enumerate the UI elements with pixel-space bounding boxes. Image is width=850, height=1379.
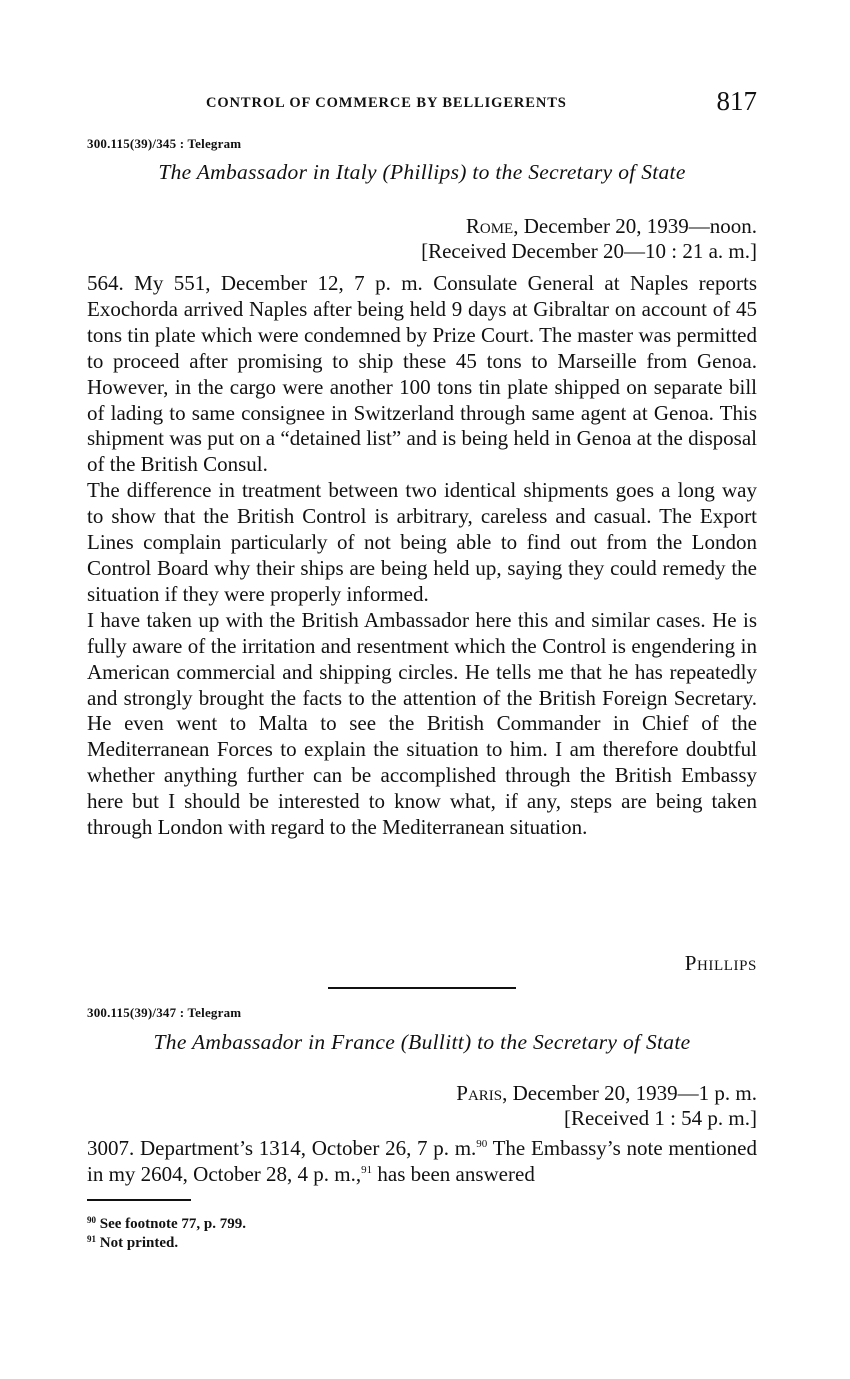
paragraph: I have taken up with the British Ambassador here this and similar cases. He is fully aware of the irritation and resentment which the Control is engendering in American commercial and shipping circles. He tells me that he has repeatedly and strongly brought the facts to the attention of the British Foreign Secretary. He even went to Malta to see the British Commander in Chief of the Mediterranean Forces to explain the situation to him. I am therefore doubtful whether anything further can be accomplished through the British Embassy here but I should be interested to know what, if any, steps are being taken through London with regard to the Mediterranean situation.: [87, 607, 757, 840]
footnote: [87, 1215, 246, 1234]
paragraph-text: The Embassy’s note mentioned in my 2604, October 28, 4 p. m.,: [87, 1136, 757, 1186]
footnote-mark: 90: [87, 1215, 96, 1225]
telegram-body-1: [87, 271, 757, 841]
paragraph: [87, 1136, 757, 1188]
telegram-body-2: [87, 1136, 757, 1188]
footnote-ref: 90: [476, 1138, 488, 1150]
footnote-text: See footnote 77, p. 799.: [96, 1216, 246, 1232]
footnote: [87, 1234, 246, 1253]
footnote-ref: 91: [361, 1163, 373, 1176]
footnote-mark: 91: [87, 1234, 96, 1244]
running-head: [87, 86, 757, 122]
dateline-date-2: , December 20, 1939—1 p. m.: [502, 1081, 757, 1105]
file-reference-1: 300.115(39)/345 : Telegram: [87, 136, 242, 151]
paragraph: The difference in treatment between two identical shipments goes a long way to show that the British Control is arbitrary, careless and casual. The Export Lines complain particularly of not being able to find out from the London Control Board why their ships are being held up, saying they could remedy the situation if they were properly informed.: [87, 478, 757, 606]
dateline-date-1: , December 20, 1939—noon.: [513, 214, 757, 238]
received-line-2: [Received 1 : 54 p. m.]: [563, 1106, 757, 1130]
footnote-text: Not printed.: [96, 1235, 179, 1251]
dateline-1: [466, 213, 757, 239]
dateline-2: [456, 1080, 757, 1106]
document-title-1: The Ambassador in Italy (Phillips) to the Secretary of State: [158, 160, 686, 184]
file-reference-2: 300.115(39)/347 : Telegram: [87, 1005, 242, 1020]
received-line-1: [Received December 20—10 : 21 a. m.]: [421, 239, 757, 263]
page-number: 817: [716, 86, 757, 116]
paragraph: 564. My 551, December 12, 7 p. m. Consulate General at Naples reports Exochorda arrived Naples after being held 9 days at Gibraltar on account of 45 tons tin plate which were condemned by Prize Court. The master was permitted to proceed after promising to ship these 45 tons to Marseille from Genoa. However, in the cargo were another 100 tons tin plate shipped on separate bill of lading to same consignee in Switzerland through same agent at Genoa. This shipment was put on a “detained list” and is being held in Genoa at the disposal of the British Consul.: [87, 271, 757, 477]
section-divider: [328, 987, 516, 989]
running-title: CONTROL OF COMMERCE BY BELLIGERENTS: [206, 95, 567, 111]
paragraph-text: 3007. Department’s 1314, October 26, 7 p. m.: [87, 1136, 477, 1160]
paragraph-text: has been answered: [372, 1161, 535, 1186]
dateline-place-2: Paris: [456, 1081, 503, 1105]
document-title-2: The Ambassador in France (Bullitt) to the Secretary of State: [153, 1030, 691, 1054]
signature-1: Phillips: [684, 951, 757, 975]
dateline-place-1: Rome: [465, 214, 514, 238]
footnote-rule: [87, 1199, 191, 1201]
footnotes: [87, 1215, 246, 1253]
